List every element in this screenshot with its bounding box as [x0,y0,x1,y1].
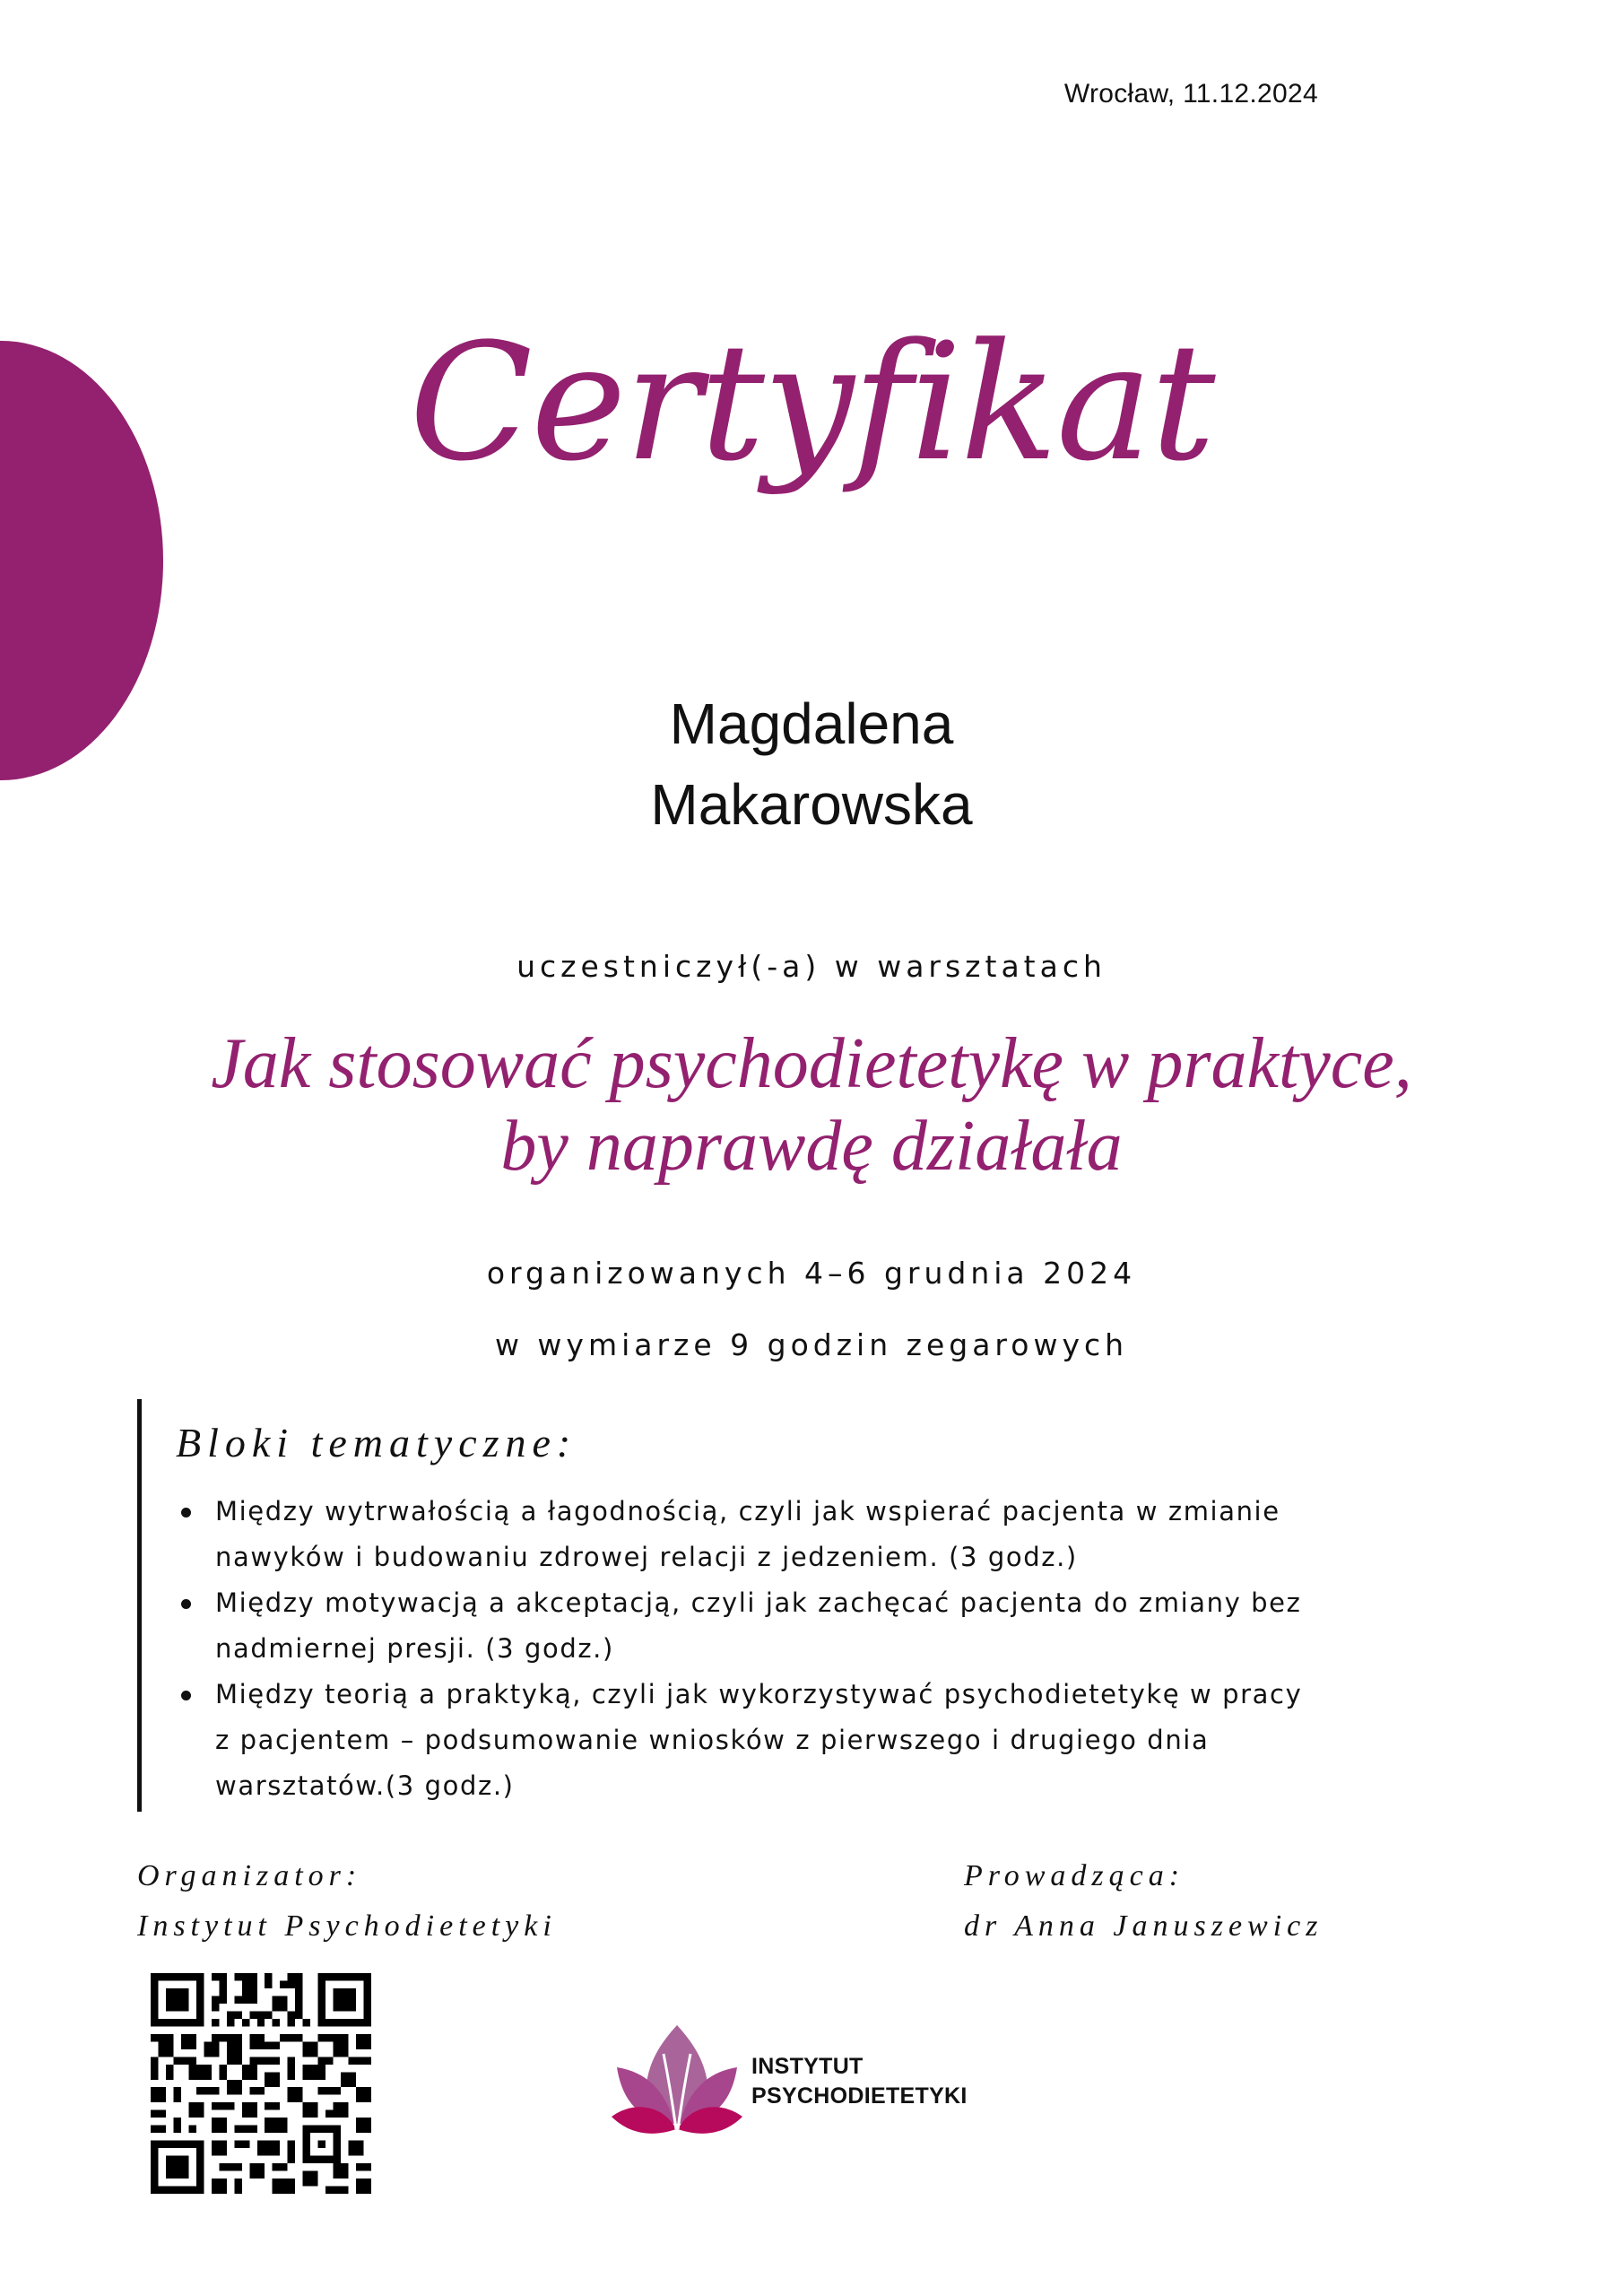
qr-code-icon[interactable] [151,1973,371,2194]
instructor-name: dr Anna Januszewicz [964,1909,1324,1943]
logo-text [751,2052,968,2111]
recipient-first-name: Magdalena [669,691,954,756]
lotus-icon [610,2018,744,2135]
thematic-blocks [137,1399,1442,1812]
list-item-line: Między motywacją a akceptacją, czyli jak zachęcać pacjenta do zmiany bez [215,1587,1302,1618]
instructor-signature [964,1851,1323,1952]
logo-text-line-2: PSYCHODIETETYKI [751,2083,968,2109]
list-item-line: z pacjentem – podsumowanie wniosków z pierwszego i drugiego dnia [215,1725,1210,1755]
course-title [0,1022,1623,1187]
thematic-blocks-heading: Bloki tematyczne: [176,1420,577,1465]
list-item-line: Między wytrwałością a łagodnością, czyli jak wspierać pacjenta w zmianie [215,1496,1280,1526]
bullet-icon [181,1599,191,1609]
course-hours: w wymiarze 9 godzin zegarowych [494,1327,1129,1362]
institute-logo [610,2018,1022,2144]
thematic-blocks-list [179,1489,1453,1809]
course-title-line-1: Jak stosować psychodietetykę w praktyce, [211,1024,1412,1103]
organizer-label: Organizator: [137,1859,362,1892]
instructor-label: Prowadząca: [964,1859,1185,1892]
logo-text-line-1: INSTYTUT [751,2054,864,2079]
recipient-name [0,683,1623,845]
recipient-last-name: Makarowska [650,772,973,837]
list-item [179,1580,1453,1672]
course-dates: organizowanych 4–6 grudnia 2024 [486,1256,1137,1291]
organizer-signature [137,1851,557,1952]
list-item-line: Między teorią a praktyką, czyli jak wykorzystywać psychodietetykę w pracy [215,1679,1303,1709]
course-title-line-2: by naprawdę działała [500,1107,1123,1186]
list-item-line: nawyków i budowaniu zdrowej relacji z jedzeniem. (3 godz.) [215,1542,1078,1572]
list-item-line: nadmiernej presji. (3 godz.) [215,1633,614,1664]
list-item [179,1672,1453,1809]
organizer-name: Instytut Psychodietetyki [137,1909,557,1943]
place-and-date: Wrocław, 11.12.2024 [1063,79,1318,109]
certificate-title: Certyfikat [409,309,1214,497]
list-item-line: warsztatów.(3 godz.) [215,1770,515,1801]
list-item [179,1489,1453,1580]
bullet-icon [181,1691,191,1700]
participation-text: uczestniczył(-a) w warsztatach [516,949,1107,984]
bullet-icon [181,1508,191,1518]
